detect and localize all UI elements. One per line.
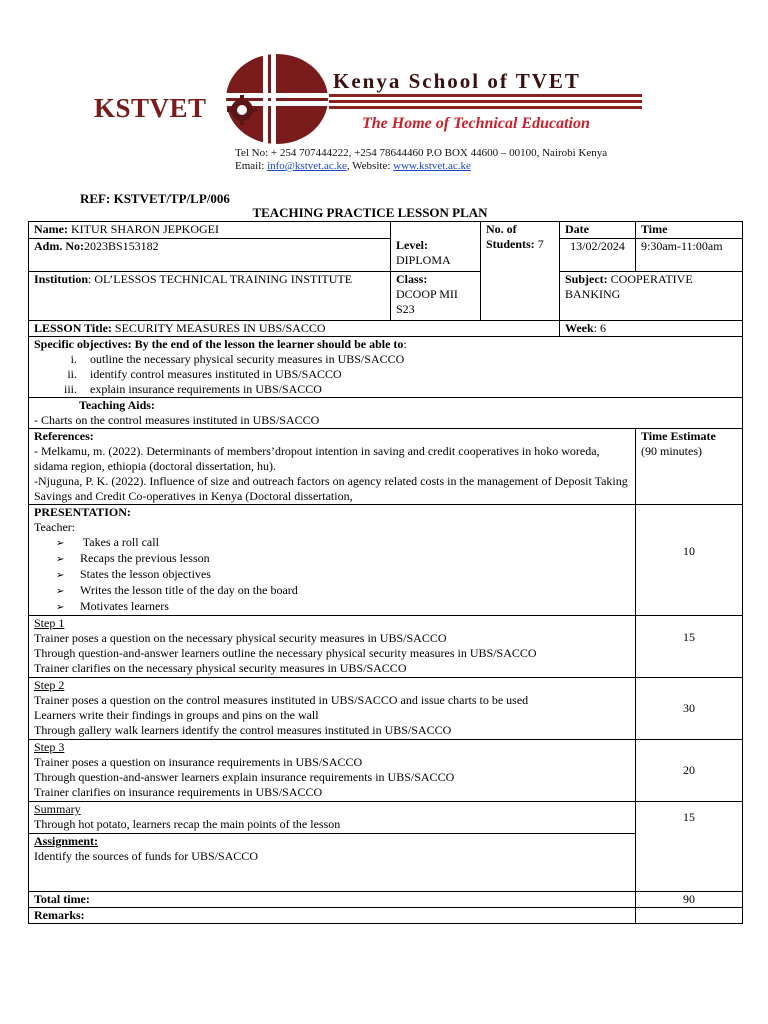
- row-name: [29, 222, 743, 239]
- list-item: ➢ Motivates learners: [56, 599, 169, 613]
- row-step-2: [29, 678, 743, 740]
- row-presentation: [29, 505, 743, 616]
- arrow-bullet-icon: ➢: [56, 586, 65, 597]
- cell-step-1-time: 15: [636, 616, 743, 678]
- email-link[interactable]: info@kstvet.ac.ke: [267, 160, 347, 172]
- list-item: ➢ States the lesson objectives: [56, 567, 211, 581]
- school-name: Kenya School of TVET: [333, 69, 581, 93]
- row-adm: [29, 239, 743, 255]
- arrow-bullet-icon: ➢: [56, 602, 65, 613]
- website-link[interactable]: www.kstvet.ac.ke: [393, 160, 471, 172]
- kstvet-wordmark: KSTVET: [94, 93, 207, 123]
- cell-step-2-time: 30: [636, 678, 743, 740]
- cell-summary-time: 15: [636, 802, 743, 892]
- row-assignment: [29, 834, 743, 892]
- cell-presentation: PRESENTATION: Teacher: ➢ Takes a roll call ➢ Recaps the previous lesson ➢ States the lesson objectives ➢ Writes the lesson title of the day on the board ➢ Motivates learners: [29, 505, 636, 616]
- row-references: [29, 429, 743, 505]
- row-teaching-aids: [29, 398, 743, 429]
- cell-teaching-aids: Teaching Aids: - Charts on the control measures instituted in UBS/SACCO: [29, 398, 743, 429]
- contact-info: [235, 147, 607, 173]
- cell-presentation-time: 10: [636, 505, 743, 616]
- document-ref: REF: KSTVET/TP/LP/006: [80, 191, 230, 206]
- row-total-time: [29, 892, 743, 908]
- cell-lesson-title: LESSON Title: SECURITY MEASURES IN UBS/SACCO: [29, 321, 560, 337]
- row-step-1: [29, 616, 743, 678]
- cell-time-value: 9:30am-11:00am: [636, 239, 743, 272]
- cell-adm: Adm. No:2023BS153182: [29, 239, 391, 272]
- cell-remarks: Remarks:: [29, 908, 636, 924]
- row-summary: [29, 802, 743, 834]
- cell-date-value: 13/02/2024: [560, 239, 636, 272]
- cell-step-1: Step 1 Trainer poses a question on the necessary physical security measures in UBS/SACCO Through question-and-answer learners outline the necessary physical security measures in UBS/SACCO Trainer clarifies on the necessary physical security measures in UBS/SACCO: [29, 616, 636, 678]
- cell-objectives: Specific objectives: By the end of the lesson the learner should be able to: i. outline the necessary physical security measures in UBS/SACCO ii. identify control measures instituted in UBS/SACCO iii. explain insurance requirements in UBS/SACCO: [29, 337, 743, 398]
- arrow-bullet-icon: ➢: [56, 538, 65, 549]
- row-lesson-title: [29, 321, 743, 337]
- objectives-list: [34, 352, 737, 397]
- row-institution: [29, 272, 743, 321]
- arrow-bullet-icon: ➢: [56, 570, 65, 581]
- cell-institution: Institution: OL’LESSOS TECHNICAL TRAINING INSTITUTE: [29, 272, 391, 321]
- contact-line: Tel No: + 254 707444222, +254 78644460 P.O BOX 44600 – 00100, Nairobi Kenya: [235, 147, 608, 159]
- cell-step-2: Step 2 Trainer poses a question on the control measures instituted in UBS/SACCO and issue charts to be used Learners write their findings in groups and pins on the wall Through gallery walk learners identify the control measures instituted in UBS/SACCO: [29, 678, 636, 740]
- cell-name: Name: KITUR SHARON JEPKOGEI: [29, 222, 391, 239]
- document-title: TEACHING PRACTICE LESSON PLAN: [252, 205, 488, 220]
- cell-step-3-time: 20: [636, 740, 743, 802]
- cell-remarks-value: [636, 908, 743, 924]
- list-item: i. outline the necessary physical security measures in UBS/SACCO: [80, 352, 737, 367]
- list-item: ii. identify control measures instituted in UBS/SACCO: [80, 367, 737, 382]
- gear-icon: [227, 95, 257, 125]
- cell-total-value: 90: [636, 892, 743, 908]
- cell-time-estimate: Time Estimate (90 minutes): [636, 429, 743, 505]
- list-item: iii. explain insurance requirements in UBS/SACCO: [80, 382, 737, 397]
- row-objectives: [29, 337, 743, 398]
- list-item: ➢ Writes the lesson title of the day on the board: [56, 583, 298, 597]
- school-motto: The Home of Technical Education: [362, 115, 590, 132]
- cell-level: Level: DIPLOMA: [391, 222, 481, 272]
- row-step-3: [29, 740, 743, 802]
- cell-students: No. of Students: 7: [481, 222, 560, 321]
- list-item: ➢ Takes a roll call: [56, 535, 159, 549]
- list-item: ➢ Recaps the previous lesson: [56, 551, 210, 565]
- cell-subject: Subject: COOPERATIVE BANKING: [560, 272, 743, 321]
- contact-web-line: Email: info@kstvet.ac.ke, Website: www.kstvet.ac.ke: [235, 160, 471, 172]
- cell-week: Week: 6: [560, 321, 743, 337]
- row-remarks: [29, 908, 743, 924]
- header-stripes: [329, 94, 642, 112]
- cell-step-3: Step 3 Trainer poses a question on insurance requirements in UBS/SACCO Through question-and-answer learners explain insurance requirements in UBS/SACCO Trainer clarifies on insurance requirements in UBS/SACCO: [29, 740, 636, 802]
- cell-assignment: Assignment: Identify the sources of funds for UBS/SACCO: [29, 834, 636, 892]
- cell-date-label: Date: [560, 222, 636, 239]
- cell-references: References: - Melkamu, m. (2022). Determinants of members’dropout intention in saving and credit cooperatives in hoko woreda, sidama region, ethiopia (doctoral dissertation, hu). -Njuguna, P. K. (2022). Influence of size and outreach factors on agency related costs in the management of Deposit Taking Savings and Credit Co-operatives in Kenya (Doctoral dissertation,: [29, 429, 636, 505]
- arrow-bullet-icon: ➢: [56, 554, 65, 565]
- letterhead: [0, 0, 768, 185]
- teacher-activities-list: [34, 535, 630, 615]
- cell-summary: Summary Through hot potato, learners recap the main points of the lesson: [29, 802, 636, 834]
- lesson-plan-table: [28, 221, 743, 924]
- cell-class: Class: DCOOP MII S23: [391, 272, 481, 321]
- cell-time-label: Time: [636, 222, 743, 239]
- cell-total-label: Total time:: [29, 892, 636, 908]
